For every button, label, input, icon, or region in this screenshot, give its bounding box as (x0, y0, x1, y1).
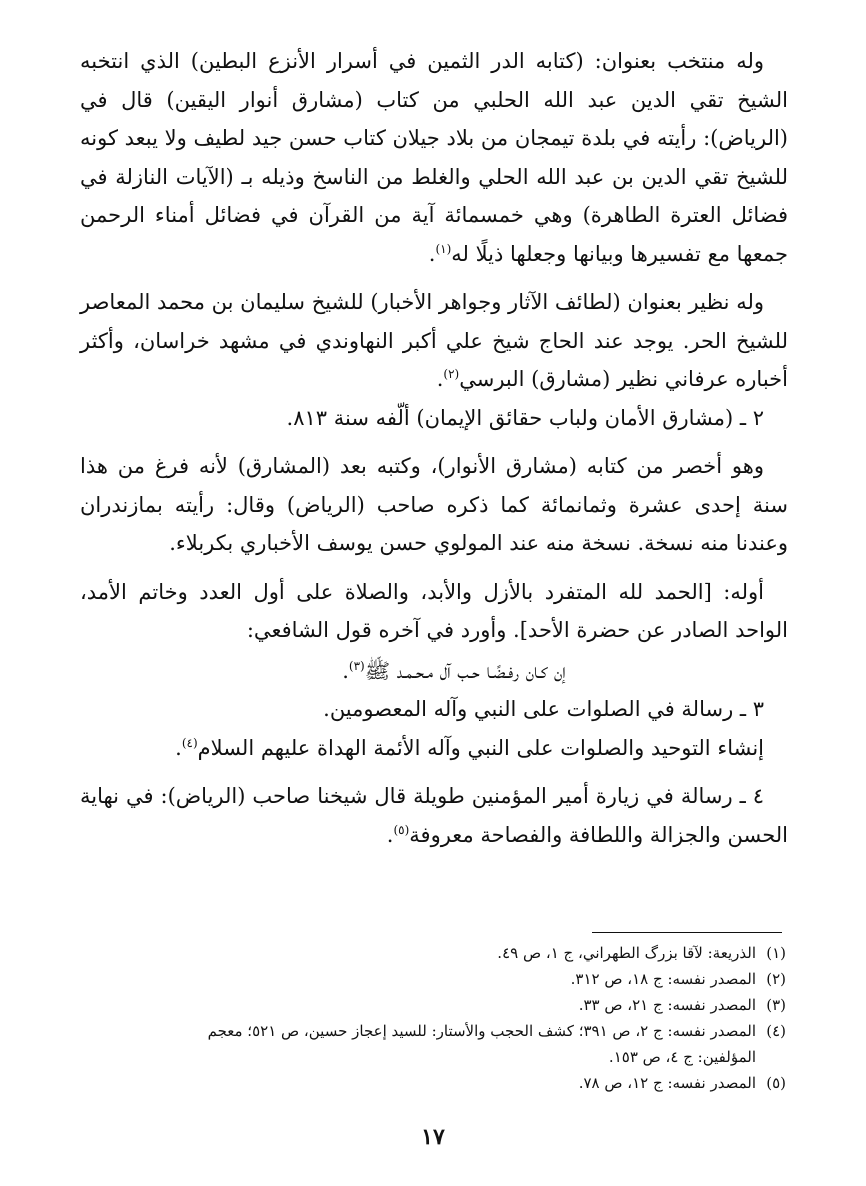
paragraph-1 (80, 42, 788, 273)
book-entry-4-end: . (386, 822, 394, 847)
footnote-ref-3: (٣) (348, 658, 365, 673)
footnotes (80, 940, 786, 1096)
footnote-divider (592, 932, 782, 933)
paragraph-2-text: وله نظير بعنوان (لطائف الآثار وجواهر الأخبار) للشيخ سليمان بن محمد المعاصر للشيخ الحر. يوجد عند الحاج شيخ علي أكبر النهاوندي في مشهد خراسان، وأكثر أخباره عرفاني نظير (مشارق) البرسي (80, 290, 788, 391)
paragraph-1-end: . (428, 241, 436, 266)
footnote-text: المصدر نفسه: ج ٢١، ص ٣٣. (578, 996, 756, 1014)
verse-end: . (342, 658, 349, 683)
footnote-ref-1: (١) (435, 241, 452, 256)
book-entry-2: ٢ ـ (مشارق الأمان ولباب حقائق الإيمان) ألّفه سنة ٨١٣. (286, 405, 764, 430)
footnote-text: المصدر نفسه: ج ١٢، ص ٧٨. (578, 1074, 756, 1092)
paragraph-7-text: إنشاء التوحيد والصلوات على النبي وآله الأئمة الهداة عليهم السلام (197, 735, 764, 760)
footnote-2 (80, 966, 786, 992)
footnote-number: (٥) (766, 1074, 786, 1092)
paragraph-2 (80, 283, 788, 399)
footnote-4 (80, 1018, 786, 1044)
book-entry-4-text: ٤ ـ رسالة في زيارة أمير المؤمنين طويلة قال شيخنا صاحب (الرياض): في نهاية الحسن والجزالة واللطافة والفصاحة معروفة (80, 784, 788, 847)
footnote-3 (80, 992, 786, 1018)
paragraph-7-end: . (175, 735, 182, 760)
paragraph-7 (80, 729, 788, 768)
footnote-4-continued: المؤلفين: ج ٤، ص ١٥٣. (608, 1048, 756, 1066)
paragraph-4: وهو أخصر من كتابه (مشارق الأنوار)، وكتبه بعد (المشارق) لأنه فرغ من هذا سنة إحدى عشرة وثمانمائة كما ذكره صاحب (الرياض) وقال: رأيته بمازندران وعندنا منه نسخة. نسخة منه عند المولوي حسن يوسف الأخباري بكربلاء. (80, 454, 788, 555)
poetry-verse (80, 652, 788, 691)
footnote-ref-4: (٤) (181, 735, 198, 750)
paragraph-2-end: . (436, 367, 444, 391)
footnote-5 (80, 1070, 786, 1096)
page-number: ١٧ (421, 1124, 445, 1150)
footnote-ref-2: (٢) (443, 367, 460, 381)
paragraph-1-text: وله منتخب بعنوان: (كتابه الدر الثمين في أسرار الأنزع البطين) الذي انتخبه الشيخ تقي الدين عبد الله الحلبي من كتاب (مشارق أنوار اليقين) قال في (الرياض): رأيته في بلدة تيمجان من بلاد جيلان كتاب حسن جيد لطيف ولا يبعد كونه للشيخ تقي الدين بن عبد الله الحلي والغلط من الناسخ وذيله بـ (الآيات النازلة في فضائل العترة الطاهرة) وهي خمسمائة آية من القرآن في فضائل أمناء الرحمن جمعها مع تفسيرها وبيانها وجعلها ذيلًا له (80, 49, 788, 266)
main-text (80, 42, 788, 854)
footnote-number: (٣) (766, 996, 786, 1014)
footnote-number: (٢) (766, 970, 786, 988)
footnote-number: (٤) (766, 1022, 786, 1040)
verse-text: إن كـان رفـضًـا حـب آل مـحـمـد ﷺ (364, 658, 566, 683)
footnote-text: الذريعة: لآقا بزرگ الطهراني، ج ١، ص ٤٩. (497, 944, 756, 962)
footnote-text: المصدر نفسه: ج ٢، ص ٣٩١؛ كشف الحجب والأستار: للسيد إعجاز حسين، ص ٥٢١؛ معجم (207, 1022, 756, 1040)
footnote-ref-5: (٥) (393, 822, 410, 837)
book-entry-4 (80, 777, 788, 854)
footnote-1 (80, 940, 786, 966)
footnote-text: المصدر نفسه: ج ١٨، ص ٣١٢. (570, 970, 756, 988)
paragraph-5: أوله: [الحمد لله المتفرد بالأزل والأبد، والصلاة على أول العدد وخاتم الأمد، الواحد الصادر عن حضرة الأحد]. وأورد في آخره قول الشافعي: (80, 579, 788, 642)
footnote-number: (١) (766, 944, 786, 962)
book-entry-3: ٣ ـ رسالة في الصلوات على النبي وآله المعصومين. (323, 697, 764, 721)
